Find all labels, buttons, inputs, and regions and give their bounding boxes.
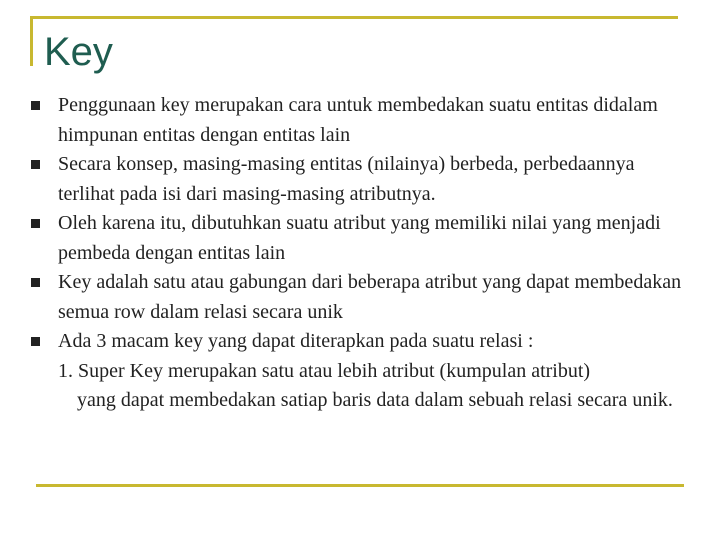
slide-title: Key [44,30,113,74]
bullet-item [30,91,690,150]
bullet-text: Penggunaan key merupakan cara untuk membedakan suatu entitas didalam himpunan entitas dengan entitas lain [58,94,658,146]
bullet-item [30,268,690,327]
bullet-text: Ada 3 macam key yang dapat diterapkan pada suatu relasi : [58,330,534,352]
super-key-line: 1. Super Key merupakan satu atau lebih atribut (kumpulan atribut) [58,359,591,382]
bullet-item [30,150,690,209]
bottom-accent-line [36,484,684,487]
bullet-item [30,209,690,268]
bullet-text: Secara konsep, masing-masing entitas (nilainya) berbeda, perbedaannya terlihat pada isi dari masing-masing atributnya. [58,153,635,205]
square-bullet-icon [31,337,40,346]
bullet-text: Key adalah satu atau gabungan dari beberapa atribut yang dapat membedakan semua row dalam relasi secara unik [58,271,682,323]
left-accent-line [30,16,33,66]
square-bullet-icon [31,278,40,287]
square-bullet-icon [31,101,40,110]
slide-body [30,91,690,416]
top-accent-line [30,16,678,19]
square-bullet-icon [31,160,40,169]
bullet-text: Oleh karena itu, dibutuhkan suatu atribut yang memiliki nilai yang menjadi pembeda dengan entitas lain [58,212,661,264]
bullet-item [30,327,690,357]
super-key-description: yang dapat membedakan satiap baris data dalam sebuah relasi secara unik. [77,389,673,411]
square-bullet-icon [31,219,40,228]
